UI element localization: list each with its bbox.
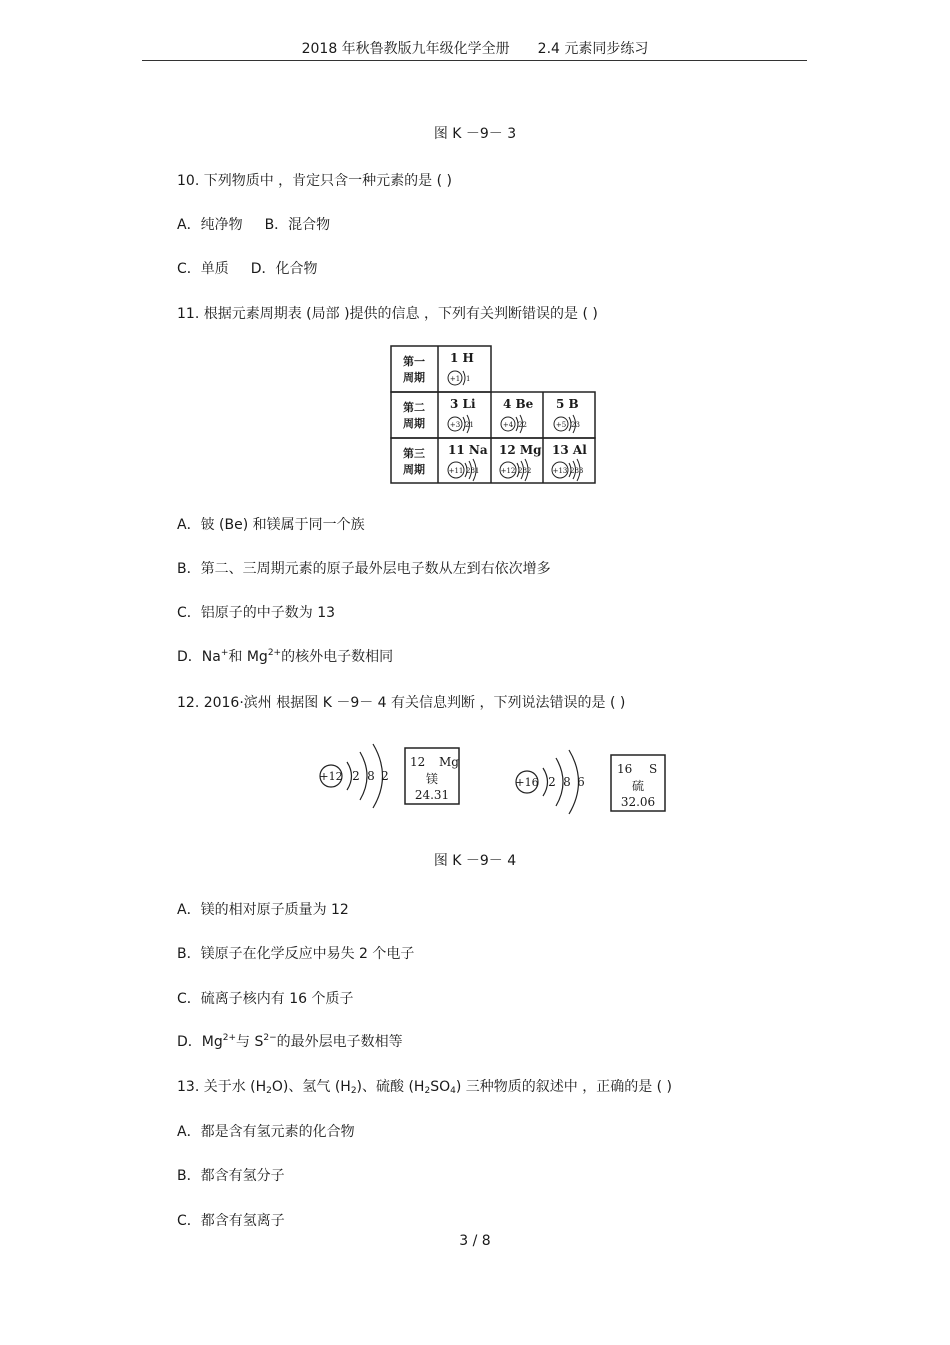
shell-electrons: 283 [570,467,584,475]
shell-electrons: 282 [518,467,532,475]
question-10-options-cd [177,258,318,278]
element-symbol: 4 Be [503,397,534,411]
s-number: 16 [617,762,633,776]
nucleus-charge: +1 [449,375,461,383]
subscript: 4 [450,1086,456,1096]
option-a: A．纯净物 [177,217,243,233]
option-d-suffix: 的最外层电子数相等 [276,1034,403,1050]
mg-symbol: Mg [439,755,459,769]
row-label-1b: 周期 [403,371,425,384]
nucleus-charge: +11 [448,467,464,475]
question-12-option-a: A．镁的相对原子质量为 12 [177,902,349,918]
s-shell-2: 8 [563,775,571,789]
figure-caption-k94: 图 K －9－ 4 [433,853,517,869]
mg-element-card [405,748,459,804]
mg-nucleus: +12 [319,770,343,783]
question-12-option-b: B．镁原子在化学反应中易失 2 个电子 [177,946,415,962]
option-d-suffix: 的核外电子数相同 [281,649,394,665]
s-name: 硫 [631,779,645,793]
element-symbol: 5 B [556,397,579,411]
shell-electrons: 281 [466,467,480,475]
na-charge: + [220,648,229,658]
stem-part: )、硫酸 (H [356,1079,425,1095]
question-10-stem: 10. 下列物质中 ，肯定只含一种元素的是 ( ) [177,173,452,189]
s-mass: 32.06 [620,795,656,809]
s-nucleus: +16 [515,776,539,789]
subscript: 2 [266,1086,272,1096]
element-symbol: 3 Li [450,397,476,411]
periodic-table-figure [390,345,596,484]
row-label-3b: 周期 [403,463,425,476]
element-symbol: 13 Al [552,443,587,457]
element-symbol: 1 H [450,351,474,365]
mg-atom-diagram [319,744,388,808]
mg-number: 12 [410,755,426,769]
element-symbol: 12 Mg [499,443,542,457]
mg-name: 镁 [425,772,439,786]
mg-shell-1: 2 [352,769,360,783]
stem-part: 13. 关于水 (H [177,1079,267,1095]
question-12-option-c: C．硫离子核内有 16 个质子 [177,991,354,1007]
question-13-option-c: C．都含有氢离子 [177,1213,285,1229]
question-11-option-d [177,646,393,666]
figure-caption-k93: 图 K －9－ 3 [433,126,517,142]
nucleus-charge: +5 [555,421,567,429]
row-label-2b: 周期 [403,417,425,430]
question-12-stem: 12. 2016·滨州 根据图 K －9－ 4 有关信息判断 ，下列说法错误的是 ( ) [177,695,626,711]
shell-electrons: 23 [571,421,580,429]
question-11-stem: 11. 根据元素周期表 (局部 )提供的信息 ，下列有关判断错误的是 ( ) [177,306,598,322]
question-13-stem [177,1076,672,1096]
option-d-mid: 与 S [236,1034,264,1050]
nucleus-charge: +4 [502,421,514,429]
question-10-options-ab [177,214,330,234]
stem-part: O)、氢气 (H [271,1079,351,1095]
s-atom-diagram [515,750,584,814]
option-d: D．化合物 [250,261,318,277]
page-number: 3 / 8 [459,1233,491,1249]
option-d-prefix: D．Na [177,649,221,665]
element-cell-h [448,351,474,385]
header-rule [142,60,807,61]
nucleus-charge: +13 [552,467,568,475]
nucleus-charge: +12 [500,467,516,475]
element-cell-mg [499,443,542,481]
s-symbol: S [649,762,658,776]
s-element-card [611,755,665,811]
mg-mass: 24.31 [414,788,450,802]
subscript: 2 [424,1086,431,1096]
question-13-option-a: A．都是含有氢元素的化合物 [177,1124,355,1140]
option-b: B．混合物 [264,217,331,233]
shell-electrons: 22 [518,421,527,429]
question-12-option-d [177,1031,403,1051]
subscript: 2 [350,1086,357,1096]
stem-part: ) 三种物质的叙述中 ，正确的是 ( ) [455,1079,673,1095]
option-d-mid: 和 Mg [228,649,268,665]
mg-shell-3: 2 [381,769,389,783]
option-d-prefix: D．Mg [177,1034,223,1050]
mg-shell-2: 8 [367,769,375,783]
question-11-option-a: A．铍 (Be) 和镁属于同一个族 [177,517,365,533]
mg-charge: 2+ [267,648,282,658]
question-13-option-b: B．都含有氢分子 [177,1168,285,1184]
row-label-3a: 第三 [403,447,425,460]
shell-electrons: 21 [465,421,474,429]
element-cell-na [448,443,488,481]
s-ion-charge: 2− [263,1033,277,1043]
element-symbol: 11 Na [448,443,488,457]
question-11-option-c: C．铝原子的中子数为 13 [177,605,336,621]
s-shell-3: 6 [577,775,585,789]
option-c: C．单质 [177,261,229,277]
mg-ion-charge: 2+ [222,1033,237,1043]
page-header-title: 2018 年秋鲁教版九年级化学全册 2.4 元素同步练习 [301,41,649,57]
stem-part: SO [430,1079,451,1095]
element-cell-b [554,397,580,433]
s-shell-1: 2 [548,775,556,789]
row-label-2a: 第二 [403,401,425,414]
element-cell-al [552,443,587,481]
element-cell-be [501,397,534,433]
question-11-option-b: B．第二、三周期元素的原子最外层电子数从左到右依次增多 [177,561,551,577]
row-label-1a: 第一 [403,355,425,368]
nucleus-charge: +3 [449,421,461,429]
element-cell-li [448,397,476,433]
shell-electrons: 1 [466,375,471,383]
atom-structure-figure [315,738,675,816]
